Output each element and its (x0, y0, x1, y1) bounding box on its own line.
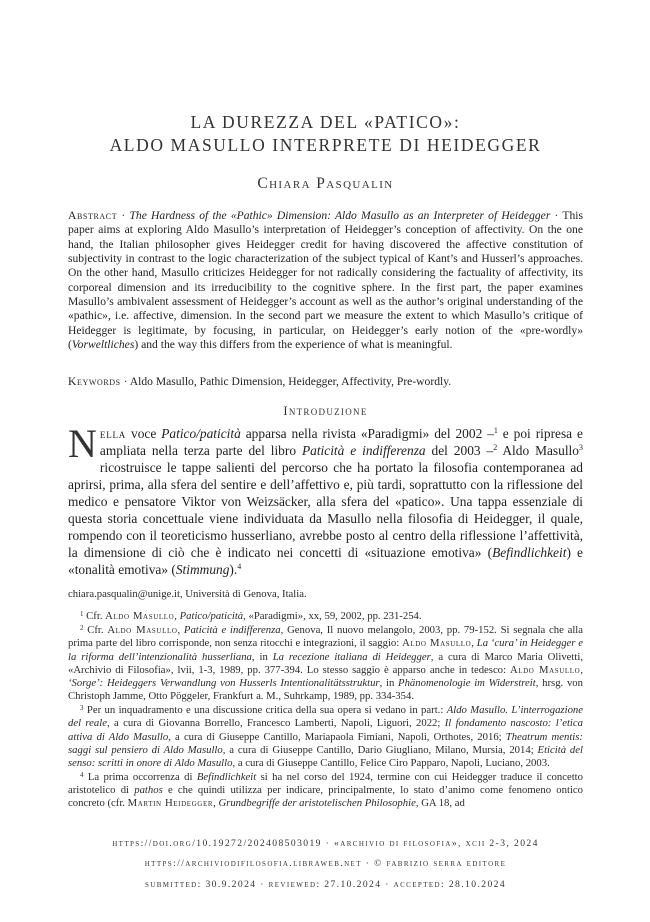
website-line[interactable]: https://archiviodifilosofia.libraweb.net · © fabrizio serra editore (144, 858, 507, 869)
author-affiliation: chiara.pasqualin@unige.it, Università di Genova, Italia. (68, 588, 307, 600)
footnote-4: $^4$ La prima occorrenza di Befindlichkeit si ha nel corso del 1924, termine con cui Heidegger traduce il concetto aristotelico di pathos e che quindi utilizza per indicare, principalmente, lo stato d’animo come fenomeno ontico concreto (cfr. Martin Heidegger, Grundbegriffe der aristotelischen Philosophie, GA 18, ad (68, 771, 583, 810)
footnote-2: $^2$ Cfr. Aldo Masullo, Paticità e indifferenza, Genova, Il nuovo melangolo, 2003, pp. 79-152. Si segnala che alla prima parte del libro corrisponde, non senza ritocchi e integrazioni, il saggio: Aldo Masullo, La ‘cura’ in Heidegger e la riforma dell’intenzionalità husserliana, in La recezione italiana di Heidegger, a cura di Marco Maria Olivetti, «Archivio di Filosofia», lvii, 1-3, 1989, pp. 377-394. Lo stesso saggio è apparso anche in tedesco: Aldo Masullo, ‘Sorge’: Heideggers Verwandlung von Husserls Intentionalitätsstruktur, in Phänomenologie im Widerstreit, hrsg. von Christoph Jamme, Otto Pöggeler, Frankfurt a. M., Suhrkamp, 1989, pp. 334-354. (68, 624, 584, 703)
footnotes (68, 588, 583, 812)
body-paragraph: Nella voce Patico/paticità apparsa nella rivista «Paradigmi» del 2002 –$^1$ e poi ripresa e ampliata nella terza parte del libro Paticità e indifferenza del 2003 –$^2$ Aldo Masullo$^3$ ricostruisce le tappe salienti del percorso che ha portato la filosofia contemporanea ad aprirsi, prima, alla sfera del sentire e dell’affettivo e, più tardi, soprattutto con la riflessione del medico e pensatore Viktor von Weizsäcker, alla sfera del «patico». Una tappa essenziale di questa storia concettuale viene individuata da Masullo nella filosofia di Heidegger, il quale, rompendo con il teoreticismo husserliano, avrebbe posto al centro della riflessione l’affettività, la dimensione di ciò che è indicato nei concetti di «situazione emotiva» (Befindlichkeit) e «tonalità emotiva» (Stimmung).$^4$ (68, 421, 583, 578)
footnote-ref[interactable]: 4 (237, 562, 242, 572)
footnote-3: $^3$ Per un inquadramento e una discussione critica della sua opera si vedano in part.: Aldo Masullo. L’interrogazione del reale, a cura di Giovanna Borrello, Francesco Lamberti, Napoli, Liguori, 2022; Il fondamento nascosto: l’etica attiva di Aldo Masullo, a cura di Giuseppe Cantillo, Mariapaola Fimiani, Napoli, Orthotes, 2016; Theatrum mentis: saggi sul pensiero di Aldo Masullo, a cura di Giuseppe Cantillo, Dario Giugliano, Milano, Mursia, 2014; Eticità del senso: scritti in onore di Aldo Masullo, a cura di Giuseppe Cantillo, Felice Ciro Papparo, Napoli, Luciano, 2003. (68, 704, 583, 769)
abstract-label: Abstract (68, 209, 118, 222)
section-heading: Introduzione (283, 404, 368, 418)
article-title-line-2: ALDO MASULLO INTERPRETE DI HEIDEGGER (109, 135, 542, 155)
submission-dates: submitted: 30.9.2024 · reviewed: 27.10.2024 · accepted: 28.10.2024 (144, 879, 507, 890)
abstract: Abstract · The Hardness of the «Pathic» Dimension: Aldo Masullo as an Interpreter of Heidegger · This paper aims at exploring Aldo Masullo’s interpretation of Heidegger’s conception of affectivity. On the one hand, the Italian philosopher gives Heidegger credit for having discovered the affective constitution of subjectivity in contrast to the logic characterization of the subject typical of Kant’s and Husserl’s approaches. On the other hand, Masullo criticizes Heidegger for not radically considering the factuality of affectivity, its corporeal dimension and its irreducibility to the cognitive sphere. In the first part, the paper examines Masullo’s ambivalent assessment of Heidegger’s account as well as the author’s original understanding of the «pathic», i.e. affective, dimension. In the second part we measure the extent to which Masullo’s critique of Heidegger is legitimate, by focusing, in particular, on Heidegger’s early notion of the «pre-wordly» (Vorweltliches) and the way this differs from the experience of what is meaningful. (68, 209, 583, 352)
footnote-ref[interactable]: 1 (493, 426, 498, 435)
footnote-ref[interactable]: 2 (493, 443, 498, 453)
keywords-label: Keywords (68, 375, 121, 388)
doi-line[interactable]: https://doi.org/10.19272/202408503019 · «archivio di filosofia», xcii 2-3, 2024 (112, 838, 539, 849)
footnote-1: $^1$ Cfr. Aldo Masullo, Patico/paticità, «Paradigmi», xx, 59, 2002, pp. 231-254. (80, 610, 422, 623)
footnote-ref[interactable]: 3 (578, 443, 583, 453)
drop-cap: N (68, 421, 97, 466)
article-title-line-1: LA DUREZZA DEL «PATICO»: (190, 112, 461, 132)
author-name: Chiara Pasqualin (257, 175, 394, 192)
abstract-english-title: The Hardness of the «Pathic» Dimension: Aldo Masullo as an Interpreter of Heidegger (129, 209, 551, 222)
keywords: Keywords · Aldo Masullo, Pathic Dimension, Heidegger, Affectivity, Pre-wordly. (68, 375, 452, 388)
